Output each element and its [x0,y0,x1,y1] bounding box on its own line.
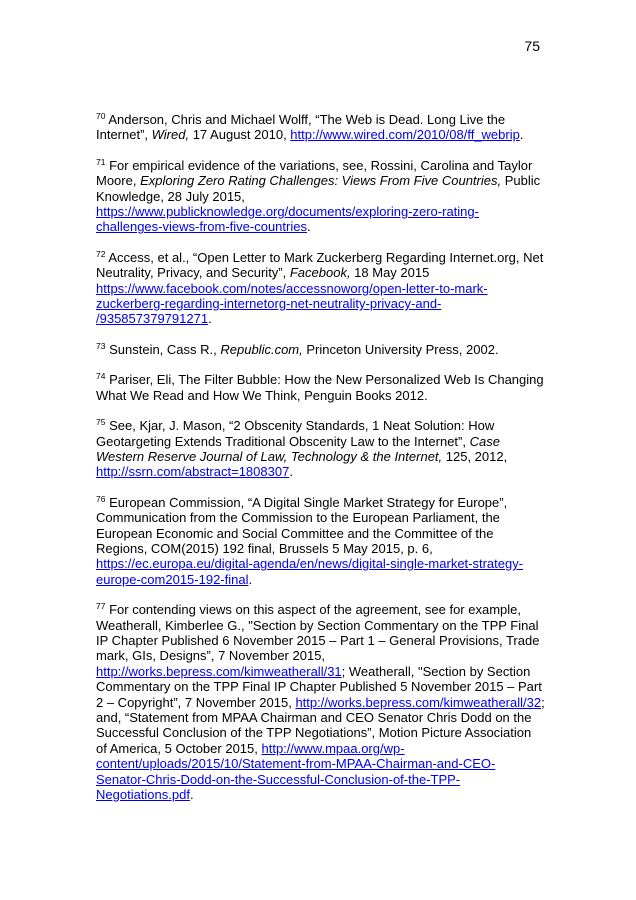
footnote-line [96,510,542,525]
footnote-line [96,418,542,433]
footnote-text: Princeton University Press, 2002. [302,341,499,357]
footnote-text: 18 May 2015 [350,265,430,281]
footnote-line [96,250,542,265]
footnote-line [96,787,542,802]
footnote-line [96,189,542,204]
footnote-text: For contending views on this aspect of the agreement, see for example, [109,602,521,618]
footnote-line [96,679,542,694]
footnote-text: . [306,219,311,235]
footnote-line [96,158,542,173]
footnote-text: ; [541,694,545,710]
footnote-number: 74 [96,371,106,382]
footnote-line [96,434,542,449]
footnote-text: European Economic and Social Committee and the Committee of the [96,525,494,541]
footnote-text: . [248,571,253,587]
footnote-71 [96,158,542,235]
footnote-number: 71 [96,156,106,167]
footnote-text: IP Chapter Published 6 November 2015 – Part 1 – General Provisions, Trade [96,632,540,648]
footnote-link[interactable]: http://works.bepress.com/kimweatherall/32 [295,694,542,710]
footnote-70 [96,112,542,143]
footnote-text: Internet”, [96,127,152,143]
footnote-line [96,556,542,571]
footnote-line [96,372,542,387]
footnote-number: 75 [96,417,106,428]
footnote-text: Commentary on the TPP Final IP Chapter Published 5 November 2015 – Part [96,679,542,695]
footnote-text: Pariser, Eli, The Filter Bubble: How the New Personalized Web Is Changing [109,372,544,388]
footnote-link[interactable]: challenges-views-from-five-countries [96,219,307,235]
footnote-line [96,741,542,756]
footnote-text: Access, et al., “Open Letter to Mark Zuckerberg Regarding Internet.org, Net [108,249,544,265]
footnote-73 [96,342,542,357]
footnote-link[interactable]: http://ssrn.com/abstract=1808307 [96,464,290,480]
footnote-line [96,694,545,710]
footnote-text: Moore, [96,173,141,189]
footnote-italic-text: Facebook, [289,265,351,281]
footnote-line [96,664,542,679]
footnote-line [96,281,542,296]
footnote-line [96,112,542,127]
footnote-74 [96,372,542,403]
footnote-line [96,710,542,725]
footnote-italic-text: Wired, [151,127,190,143]
footnote-link[interactable]: http://www.wired.com/2010/08/ff_webrip [290,127,520,143]
footnote-line [96,541,542,556]
footnote-line [96,756,542,771]
footnote-76 [96,495,542,587]
footnote-text: . [189,787,194,803]
footnote-line [96,342,542,357]
footnote-text: For empirical evidence of the variations, see, Rossini, Carolina and Taylor [109,157,533,173]
footnote-number: 73 [96,340,106,351]
footnote-link[interactable]: http://works.bepress.com/kimweatherall/31 [96,663,342,679]
footnote-text: of America, 5 October 2015, [96,740,262,756]
footnote-link[interactable]: https://www.facebook.com/notes/accessnoworg/open-letter-to-mark- [96,280,488,296]
footnote-line [96,648,542,663]
footnote-italic-text: Exploring Zero Rating Challenges: Views From Five Countries, [140,173,502,189]
footnote-line [96,173,542,188]
footnote-text: mark, GIs, Designs”, 7 November 2015, [96,648,326,664]
footnote-number: 72 [96,248,106,259]
page-number: 75 [524,38,540,54]
footnote-line [96,495,542,510]
footnote-75 [96,418,542,480]
footnote-number: 77 [96,601,106,612]
footnote-link[interactable]: /935857379791271 [96,311,209,327]
footnote-italic-text: Republic.com, [220,341,303,357]
footnote-link[interactable]: Senator-Chris-Dodd-on-the-Successful-Conclusion-of-the-TPP- [96,771,461,787]
footnote-line [96,725,542,740]
footnote-text: Successful Conclusion of the TPP Negotiations”, Motion Picture Association [96,725,532,741]
footnote-72 [96,250,542,327]
footnote-line [96,265,542,280]
footnote-text: . [208,311,212,327]
footnote-text: What We Read and How We Think, Penguin Books 2012. [96,387,428,403]
footnote-text: and, “Statement from MPAA Chairman and CEO Senator Chris Dodd on the [96,710,532,725]
footnote-italic-text: Case [469,433,500,449]
footnote-link[interactable]: content/uploads/2015/10/Statement-from-MPAA-Chairman-and-CEO- [96,756,496,772]
footnote-line [96,311,542,326]
footnote-link[interactable]: Negotiations.pdf [96,787,190,803]
footnote-number: 76 [96,493,106,504]
footnote-line [96,633,542,648]
footnote-text: Regions, COM(2015) 192 final, Brussels 5 May 2015, p. 6, [96,540,433,556]
footnote-link[interactable]: europe-com2015-192-final [96,571,249,587]
footnote-text: 17 August 2010, [189,127,291,143]
footnote-line [96,618,542,633]
footnote-line [96,127,542,142]
footnote-link[interactable]: http://www.mpaa.org/wp- [261,740,405,756]
footnote-line [96,296,542,311]
footnote-text: See, Kjar, J. Mason, “2 Obscenity Standards, 1 Neat Solution: How [109,418,495,434]
footnote-text: . [289,464,293,480]
footnote-text: . [519,127,524,143]
footnote-line [96,464,542,479]
footnote-text: 2 – Copyright”, 7 November 2015, [96,694,296,710]
footnote-text: Anderson, Chris and Michael Wolff, “The Web is Dead. Long Live the [108,112,506,127]
footnote-line [96,772,542,787]
footnotes-list [96,111,545,817]
footnote-text: Sunstein, Cass R., [109,341,221,357]
footnote-line [96,572,542,587]
footnote-text: ; Weatherall, "Section by Section [341,663,531,679]
footnote-text: Weatherall, Kimberlee G., "Section by Section Commentary on the TPP Final [96,617,539,633]
footnote-link[interactable]: https://ec.europa.eu/digital-agenda/en/news/digital-single-market-strategy- [96,556,524,572]
footnote-line [96,219,542,234]
footnote-text: Knowledge, 28 July 2015, [96,188,245,204]
footnote-text: Communication from the Commission to the European Parliament, the [96,510,500,526]
footnote-text: Public [501,173,541,189]
footnote-line [96,602,542,617]
footnote-line [96,526,542,541]
footnote-text: 125, 2012, [442,448,508,464]
footnote-77 [96,601,545,803]
footnote-line [96,388,542,403]
footnote-text: Geotargeting Extends Traditional Obscenity Law to the Internet”, [96,433,470,449]
footnote-link[interactable]: https://www.publicknowledge.org/documents/exploring-zero-rating- [96,204,479,220]
footnote-link[interactable]: zuckerberg-regarding-internetorg-net-neutrality-privacy-and- [96,296,442,312]
footnote-line [96,204,542,219]
footnote-line [96,449,542,464]
footnote-italic-text: Western Reserve Journal of Law, Technology & the Internet, [96,448,443,464]
footnote-text: Neutrality, Privacy, and Security”, [96,265,290,281]
footnote-text: European Commission, “A Digital Single Market Strategy for Europe”, [109,494,508,510]
footnote-number: 70 [96,111,106,121]
